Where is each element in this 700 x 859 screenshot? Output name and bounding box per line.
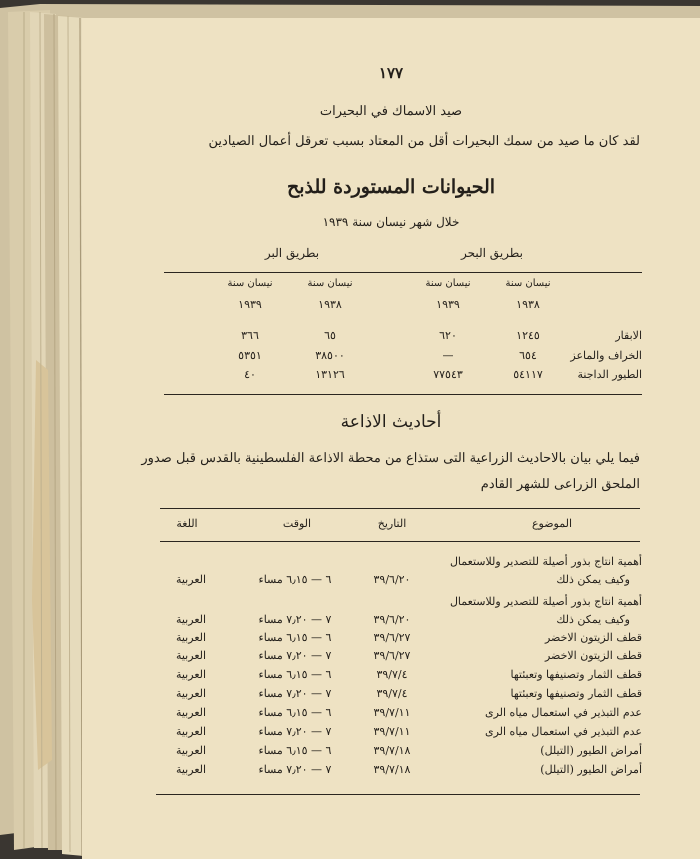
broadcast-intro-line1: فيما يلي بيان بالاحاديث الزراعية التى ستذاع من محطة الاذاعة الفلسطينية بالقدس قبل صدور xyxy=(141,451,640,466)
broadcast-language: العربية xyxy=(175,763,207,776)
subject-line: أهمية انتاج بذور أصيلة للتصدير وللاستعمال xyxy=(449,555,642,568)
broadcast-time: ٦ — ٦٫١٥ مساء xyxy=(258,706,332,719)
broadcast-date: ٣٩/٧/٤ xyxy=(376,668,408,681)
header-date: التاريخ xyxy=(377,517,407,530)
animals-table-bottom-rule xyxy=(164,394,642,395)
animals-subtitle: خلال شهر نيسان سنة ١٩٣٩ xyxy=(322,215,460,229)
broadcast-language: العربية xyxy=(175,668,207,681)
broadcast-table-bottom-rule xyxy=(156,794,640,795)
subject-line: وكيف يمكن ذلك xyxy=(556,613,630,626)
subject-line: قطف الزيتون الاخضر xyxy=(544,649,642,662)
col-land-1938-month: نيسان سنة xyxy=(307,278,353,289)
broadcast-date: ٣٩/٦/٢٠ xyxy=(373,613,411,626)
group-sea-header: بطريق البحر xyxy=(461,246,523,260)
broadcast-date: ٣٩/٦/٢٧ xyxy=(373,631,411,644)
page-number: ١٧٧ xyxy=(378,64,404,82)
subject-line: أمراض الطيور (التيلل) xyxy=(540,744,642,757)
broadcast-language: العربية xyxy=(175,744,207,757)
col-sea-1939-year: ١٩٣٩ xyxy=(436,298,460,311)
broadcast-table-top-rule xyxy=(160,508,640,509)
fishing-body: لقد كان ما صيد من سمك البحيرات أقل من المعتاد بسبب تعرقل أعمال الصيادين xyxy=(208,134,640,149)
broadcast-time: ٧ — ٧٫٢٠ مساء xyxy=(258,649,332,662)
subject-line: وكيف يمكن ذلك xyxy=(556,573,630,586)
broadcast-date: ٣٩/٧/١١ xyxy=(373,725,411,738)
animals-table-top-rule xyxy=(164,272,642,273)
subject-line: قطف الثمار وتصنيفها وتعبئتها xyxy=(510,668,642,681)
group-land-header: بطريق البر xyxy=(264,246,320,260)
col-land-1939-month: نيسان سنة xyxy=(227,278,273,289)
broadcast-time: ٧ — ٧٫٢٠ مساء xyxy=(258,763,332,776)
broadcast-date: ٣٩/٧/١١ xyxy=(373,706,411,719)
broadcast-header-rule xyxy=(160,541,640,542)
broadcast-date: ٣٩/٧/٤ xyxy=(376,687,408,700)
broadcast-time: ٧ — ٧٫٢٠ مساء xyxy=(258,687,332,700)
subject-line: عدم التبذير في استعمال مياه الرى xyxy=(484,725,642,738)
poultry-land-1939: ٤٠ xyxy=(244,368,256,381)
broadcast-time: ٦ — ٦٫١٥ مساء xyxy=(258,668,332,681)
broadcast-time: ٦ — ٦٫١٥ مساء xyxy=(258,744,332,757)
col-land-1939-year: ١٩٣٩ xyxy=(238,298,262,311)
row-label: الطيور الداجنة xyxy=(577,368,642,381)
sheep-sea-1938: ٦٥٤ xyxy=(519,349,537,362)
broadcast-language: العربية xyxy=(175,687,207,700)
broadcast-language: العربية xyxy=(175,631,207,644)
broadcast-language: العربية xyxy=(175,613,207,626)
broadcast-language: العربية xyxy=(175,725,207,738)
subject-line: أمراض الطيور (التيلل) xyxy=(540,763,642,776)
book-page xyxy=(82,18,700,859)
row-label: الخراف والماعز xyxy=(570,349,642,362)
col-sea-1939-month: نيسان سنة xyxy=(425,278,471,289)
fishing-title: صيد الاسماك في البحيرات xyxy=(319,104,463,119)
row-label: الابقار xyxy=(615,329,642,342)
col-sea-1938-month: نيسان سنة xyxy=(505,278,551,289)
col-land-1938-year: ١٩٣٨ xyxy=(318,298,342,311)
animals-title: الحيوانات المستوردة للذبح xyxy=(286,176,496,198)
sheep-land-1939: ٥٣٥١ xyxy=(238,349,262,362)
subject-line: أهمية انتاج بذور أصيلة للتصدير وللاستعمال xyxy=(449,595,642,608)
cattle-sea-1938: ١٢٤٥ xyxy=(516,329,540,342)
cattle-land-1939: ٣٦٦ xyxy=(241,329,259,342)
header-language: اللغة xyxy=(176,517,198,530)
broadcast-language: العربية xyxy=(175,706,207,719)
broadcast-time: ٦ — ٦٫١٥ مساء xyxy=(258,631,332,644)
broadcast-time: ٧ — ٧٫٢٠ مساء xyxy=(258,613,332,626)
broadcast-date: ٣٩/٧/١٨ xyxy=(373,763,411,776)
col-sea-1938-year: ١٩٣٨ xyxy=(516,298,540,311)
broadcast-time: ٦ — ٦٫١٥ مساء xyxy=(258,573,332,586)
subject-line: عدم التبذير في استعمال مياه الرى xyxy=(484,706,642,719)
subject-line: قطف الزيتون الاخضر xyxy=(544,631,642,644)
header-subject: الموضوع xyxy=(531,517,573,530)
broadcast-intro-line2: الملحق الزراعى للشهر القادم xyxy=(480,477,640,492)
header-time: الوقت xyxy=(282,517,312,530)
broadcast-date: ٣٩/٧/١٨ xyxy=(373,744,411,757)
cattle-land-1938: ٦٥ xyxy=(324,329,336,342)
broadcast-title: أحاديث الاذاعة xyxy=(340,412,442,432)
broadcast-language: العربية xyxy=(175,573,207,586)
poultry-land-1938: ١٣١٢٦ xyxy=(315,368,345,381)
sheep-sea-1939: — xyxy=(442,349,454,362)
poultry-sea-1939: ٧٧٥٤٣ xyxy=(433,368,463,381)
broadcast-date: ٣٩/٦/٢٠ xyxy=(373,573,411,586)
poultry-sea-1938: ٥٤١١٧ xyxy=(513,368,543,381)
broadcast-time: ٧ — ٧٫٢٠ مساء xyxy=(258,725,332,738)
broadcast-language: العربية xyxy=(175,649,207,662)
subject-line: قطف الثمار وتصنيفها وتعبئتها xyxy=(510,687,642,700)
sheep-land-1938: ٣٨٥٠٠ xyxy=(315,349,345,362)
broadcast-date: ٣٩/٦/٢٧ xyxy=(373,649,411,662)
cattle-sea-1939: ٦٢٠ xyxy=(439,329,457,342)
